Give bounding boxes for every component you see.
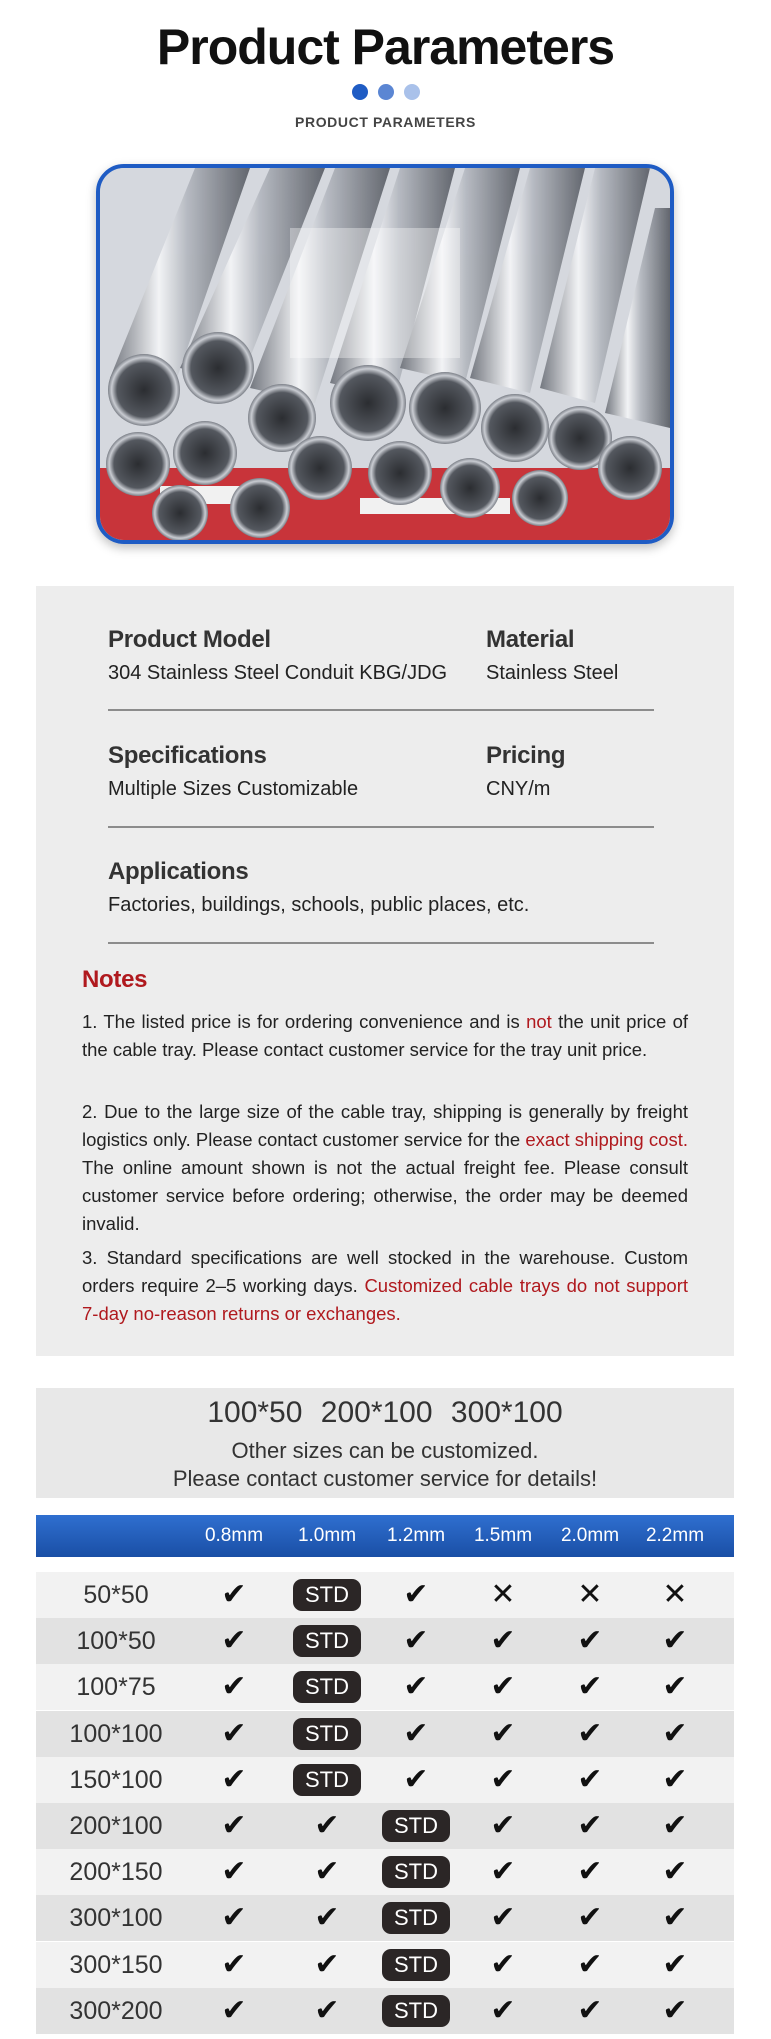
contact-note: Please contact customer service for details! <box>172 1466 598 1491</box>
table-cell <box>547 1849 633 1895</box>
std-badge: STD <box>293 1764 361 1796</box>
table-cell <box>191 1849 277 1895</box>
check-icon: ✔ <box>577 1900 603 1936</box>
check-icon: ✔ <box>662 1900 688 1936</box>
table-cell <box>632 1988 718 2034</box>
specifications-label: Specifications <box>108 742 267 769</box>
param-product-model <box>108 626 447 685</box>
table-cell <box>373 1572 459 1618</box>
row-size-label: 150*100 <box>69 1765 163 1794</box>
table-row <box>36 1988 734 2034</box>
check-icon: ✔ <box>221 1761 247 1797</box>
row-size-label: 300*200 <box>69 1996 163 2025</box>
note-3-text-a: 3. Standard specifications are well stocked in the warehouse. Custom orders require 2–5 working days. <box>82 1247 688 1296</box>
check-icon: ✔ <box>577 1854 603 1890</box>
check-icon: ✔ <box>490 1992 516 2028</box>
check-icon: ✔ <box>403 1761 429 1797</box>
material-label: Material <box>486 626 575 653</box>
check-icon: ✔ <box>221 1623 247 1659</box>
note-1-highlight: not <box>526 1011 552 1032</box>
std-badge: STD <box>293 1671 361 1703</box>
check-icon: ✔ <box>221 1577 247 1612</box>
table-cell <box>632 1803 718 1849</box>
table-row <box>36 1803 734 1849</box>
table-cell <box>191 1711 277 1757</box>
check-icon: ✔ <box>577 1761 603 1797</box>
divider-1 <box>108 709 654 711</box>
check-icon: ✔ <box>662 1808 688 1843</box>
check-icon: ✔ <box>403 1577 429 1612</box>
check-icon: ✔ <box>221 1900 247 1936</box>
param-specifications <box>108 742 358 801</box>
note-2-highlight: exact shipping cost. <box>525 1129 688 1150</box>
check-icon: ✔ <box>490 1900 516 1936</box>
table-row <box>36 1895 734 1941</box>
table-cell <box>632 1572 718 1618</box>
check-icon: ✔ <box>662 1761 688 1797</box>
dot-3 <box>404 84 420 100</box>
check-icon: ✔ <box>490 1761 516 1797</box>
table-cell <box>632 1618 718 1664</box>
table-cell <box>284 1572 370 1618</box>
check-icon: ✔ <box>403 1623 429 1659</box>
table-cell <box>460 1757 546 1803</box>
page-title: Product Parameters <box>156 19 615 75</box>
note-3-highlight: Customized cable trays do not support 7-day no-reason returns or exchanges. <box>82 1275 688 1324</box>
table-cell <box>547 1942 633 1988</box>
check-icon: ✔ <box>577 1715 603 1751</box>
table-cell <box>547 1757 633 1803</box>
check-icon: ✔ <box>314 1946 340 1982</box>
table-cell <box>632 1664 718 1710</box>
table-cell <box>373 1664 459 1710</box>
table-cell <box>547 1572 633 1618</box>
specifications-value: Multiple Sizes Customizable <box>108 778 359 800</box>
table-cell <box>547 1711 633 1757</box>
table-cell <box>373 1895 459 1941</box>
table-cell <box>284 1988 370 2034</box>
divider-3 <box>108 942 654 944</box>
divider-2 <box>108 826 654 828</box>
check-icon: ✔ <box>490 1623 516 1659</box>
table-cell <box>373 1942 459 1988</box>
note-2-text-a: 2. Due to the large size of the cable tray, shipping is generally by freight logistics only. Please contact customer service for the <box>82 1101 688 1150</box>
table-cell <box>460 1664 546 1710</box>
notes-title: Notes <box>82 966 148 993</box>
table-cell <box>191 1803 277 1849</box>
table-cell <box>632 1942 718 1988</box>
check-icon: ✔ <box>577 1946 603 1982</box>
table-cell <box>460 1572 546 1618</box>
table-cell <box>284 1664 370 1710</box>
check-icon: ✔ <box>221 1669 247 1705</box>
check-icon: ✔ <box>403 1715 429 1751</box>
check-icon: ✔ <box>577 1992 603 2028</box>
check-icon: ✔ <box>577 1808 603 1843</box>
col-header-0-8mm: 0.8mm <box>204 1525 264 1546</box>
table-cell <box>373 1711 459 1757</box>
check-icon: ✔ <box>490 1669 516 1705</box>
table-row <box>36 1618 734 1664</box>
table-cell <box>191 1988 277 2034</box>
check-icon: ✔ <box>221 1854 247 1890</box>
param-applications <box>108 858 529 917</box>
row-size-label: 100*100 <box>69 1719 163 1748</box>
table-cell <box>284 1618 370 1664</box>
std-badge: STD <box>382 1995 450 2027</box>
table-cell <box>373 1803 459 1849</box>
table-cell <box>191 1618 277 1664</box>
applications-value: Factories, buildings, schools, public places, etc. <box>108 894 530 916</box>
product-photo <box>96 164 674 544</box>
check-icon: ✔ <box>490 1715 516 1751</box>
row-size-label: 100*75 <box>76 1673 156 1702</box>
dot-2 <box>378 84 394 100</box>
check-icon: ✔ <box>490 1808 516 1843</box>
note-2-text-b: The online amount shown is not the actual freight fee. Please consult customer service before ordering; otherwise, the order may be deemed invalid. <box>82 1157 688 1234</box>
standard-sizes: 100*50 200*100 300*100 <box>207 1396 563 1429</box>
table-cell <box>460 1988 546 2034</box>
table-cell <box>284 1711 370 1757</box>
table-row <box>36 1849 734 1895</box>
table-cell <box>460 1849 546 1895</box>
table-cell <box>284 1849 370 1895</box>
col-header-1-2mm: 1.2mm <box>386 1525 446 1546</box>
table-cell <box>191 1757 277 1803</box>
check-icon: ✔ <box>577 1669 603 1705</box>
check-icon: ✔ <box>662 1946 688 1982</box>
note-1-text-b: the unit price of the cable tray. Please contact customer service for the tray unit price. <box>82 1011 688 1060</box>
row-size-label: 300*150 <box>69 1950 163 1979</box>
std-badge: STD <box>382 1902 450 1934</box>
table-cell <box>632 1895 718 1941</box>
product-model-value: 304 Stainless Steel Conduit KBG/JDG <box>108 662 448 684</box>
table-cell <box>460 1803 546 1849</box>
check-icon: ✔ <box>403 1669 429 1705</box>
sizes-banner <box>36 1388 734 1498</box>
check-icon: ✔ <box>314 1900 340 1936</box>
check-icon: ✔ <box>490 1854 516 1890</box>
steel-pipes-illustration <box>100 168 670 540</box>
std-badge: STD <box>382 1856 450 1888</box>
table-cell <box>373 1757 459 1803</box>
custom-sizes-note: Other sizes can be customized. <box>231 1438 539 1463</box>
check-icon: ✔ <box>314 1854 340 1890</box>
note-1 <box>82 1008 688 1064</box>
check-icon: ✔ <box>490 1946 516 1982</box>
note-2 <box>82 1098 688 1238</box>
table-row <box>36 1664 734 1710</box>
table-cell <box>547 1988 633 2034</box>
table-cell <box>547 1664 633 1710</box>
decorative-dots <box>0 84 771 100</box>
cross-icon: ✕ <box>662 1577 688 1612</box>
table-cell <box>191 1895 277 1941</box>
check-icon: ✔ <box>221 1992 247 2028</box>
row-size-label: 50*50 <box>83 1581 149 1609</box>
table-cell <box>460 1895 546 1941</box>
table-cell <box>191 1572 277 1618</box>
table-cell <box>284 1942 370 1988</box>
table-cell <box>547 1803 633 1849</box>
check-icon: ✔ <box>221 1715 247 1751</box>
param-pricing <box>486 742 565 801</box>
parameters-panel <box>36 586 734 1356</box>
check-icon: ✔ <box>221 1946 247 1982</box>
check-icon: ✔ <box>662 1669 688 1705</box>
table-cell <box>460 1711 546 1757</box>
table-cell <box>460 1942 546 1988</box>
col-header-2-0mm: 2.0mm <box>560 1525 620 1546</box>
table-cell <box>284 1757 370 1803</box>
check-icon: ✔ <box>221 1808 247 1843</box>
std-badge: STD <box>382 1949 450 1981</box>
row-size-label: 300*100 <box>69 1904 163 1933</box>
table-cell <box>547 1895 633 1941</box>
material-value: Stainless Steel <box>486 662 619 684</box>
col-header-1-0mm: 1.0mm <box>297 1525 357 1546</box>
std-badge: STD <box>293 1579 361 1611</box>
table-cell <box>191 1664 277 1710</box>
row-size-label: 200*100 <box>69 1812 163 1840</box>
table-row <box>36 1757 734 1803</box>
applications-label: Applications <box>108 858 249 885</box>
table-cell <box>547 1618 633 1664</box>
product-model-label: Product Model <box>108 626 271 653</box>
row-size-label: 200*150 <box>69 1858 163 1887</box>
note-3 <box>82 1244 688 1328</box>
page-header <box>0 0 771 150</box>
note-1-text-a: 1. The listed price is for ordering convenience and is <box>82 1011 527 1032</box>
check-icon: ✔ <box>662 1992 688 2028</box>
check-icon: ✔ <box>314 1992 340 2028</box>
pricing-value: CNY/m <box>486 778 551 800</box>
check-icon: ✔ <box>662 1715 688 1751</box>
dot-1 <box>352 84 368 100</box>
check-icon: ✔ <box>662 1623 688 1659</box>
table-cell <box>373 1988 459 2034</box>
table-cell <box>632 1757 718 1803</box>
page-subtitle: PRODUCT PARAMETERS <box>295 114 476 130</box>
table-header <box>36 1515 734 1557</box>
table-row <box>36 1711 734 1757</box>
table-row <box>36 1942 734 1988</box>
table-cell <box>191 1942 277 1988</box>
std-badge: STD <box>382 1810 450 1842</box>
table-cell <box>373 1618 459 1664</box>
table-cell <box>284 1895 370 1941</box>
row-size-label: 100*50 <box>76 1627 156 1656</box>
table-cell <box>632 1711 718 1757</box>
col-header-2-2mm: 2.2mm <box>645 1525 705 1546</box>
cross-icon: ✕ <box>577 1577 603 1612</box>
check-icon: ✔ <box>577 1623 603 1659</box>
table-cell <box>632 1849 718 1895</box>
param-material <box>486 626 618 685</box>
check-icon: ✔ <box>662 1854 688 1890</box>
table-cell <box>373 1849 459 1895</box>
table-cell <box>284 1803 370 1849</box>
pricing-label: Pricing <box>486 742 566 769</box>
cross-icon: ✕ <box>490 1577 516 1612</box>
check-icon: ✔ <box>314 1808 340 1843</box>
col-header-1-5mm: 1.5mm <box>473 1525 533 1546</box>
std-badge: STD <box>293 1625 361 1657</box>
std-badge: STD <box>293 1718 361 1750</box>
table-row <box>36 1572 734 1618</box>
table-cell <box>460 1618 546 1664</box>
